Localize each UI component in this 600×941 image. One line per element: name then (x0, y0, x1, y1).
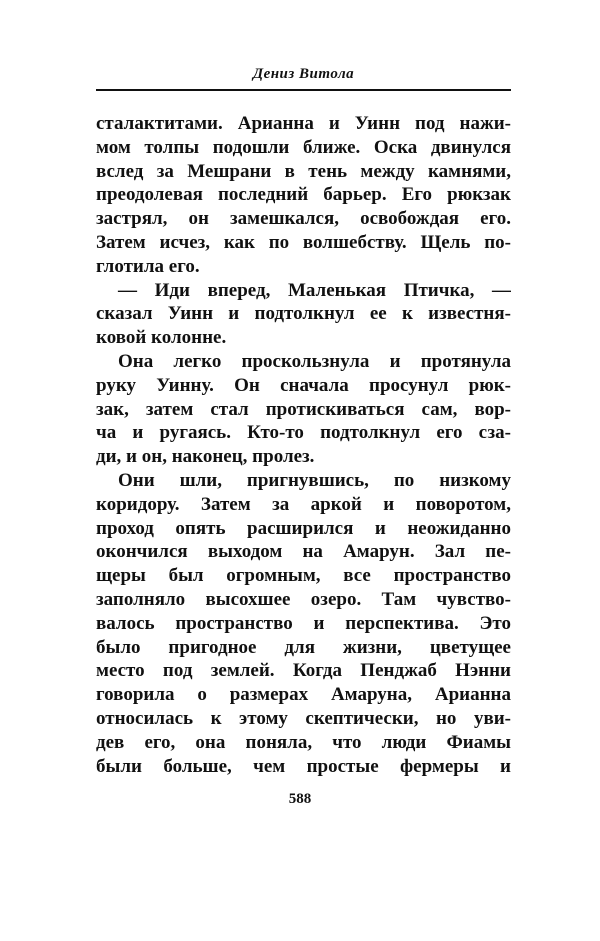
text-line: валось пространство и перспектива. Это (96, 612, 511, 634)
text-line: место под землей. Когда Пенджаб Нэнни (96, 660, 511, 682)
text-line: проход опять расширился и неожиданно (96, 517, 511, 539)
text-line: глотила его. (96, 255, 200, 277)
page-number: 588 (288, 791, 312, 807)
text-line: вслед за Мешрани в тень между камнями, (96, 160, 511, 182)
text-line: застрял, он замешкался, освобождая его. (96, 208, 511, 230)
text-line: говорила о размерах Амаруна, Арианна (96, 684, 511, 706)
running-header: Дениз Витола (252, 66, 355, 82)
text-line: руку Уинну. Он сначала просунул рюк- (96, 374, 511, 396)
text-line: сталактитами. Арианна и Уинн под нажи- (96, 113, 511, 134)
text-line: окончился выходом на Амарун. Зал пе- (96, 541, 511, 563)
text-line: заполняло высохшее озеро. Там чувство- (96, 588, 511, 610)
text-line: преодолевая последний барьер. Его рюкзак (96, 184, 511, 206)
text-line: ча и ругаясь. Кто-то подтолкнул его сза- (96, 422, 511, 444)
text-line: Она легко проскользнула и протянула (118, 350, 511, 372)
text-line: сказал Уинн и подтолкнул ее к известня- (96, 303, 511, 325)
header-rule (96, 89, 511, 91)
text-line: щеры был огромным, все пространство (96, 565, 511, 587)
text-line: Они шли, пригнувшись, по низкому (118, 469, 511, 491)
text-line: ковой колонне. (96, 327, 227, 349)
text-line: коридору. Затем за аркой и поворотом, (96, 493, 511, 515)
text-line: ди, и он, наконец, пролез. (96, 446, 315, 468)
text-line: — Иди вперед, Маленькая Птичка, — (118, 279, 511, 301)
text-line: мом толпы подошли ближе. Оска двинулся (96, 136, 511, 158)
page-body-text (96, 112, 511, 778)
text-line: дев его, она поняла, что люди Фиамы (96, 731, 511, 753)
text-line: относилась к этому скептически, но уви- (96, 707, 511, 729)
text-line: было пригодное для жизни, цветущее (96, 636, 511, 658)
text-line: зак, затем стал протискиваться сам, вор- (96, 398, 511, 420)
text-line: Затем исчез, как по волшебству. Щель по- (96, 231, 511, 253)
text-line: были больше, чем простые фермеры и (96, 755, 511, 777)
